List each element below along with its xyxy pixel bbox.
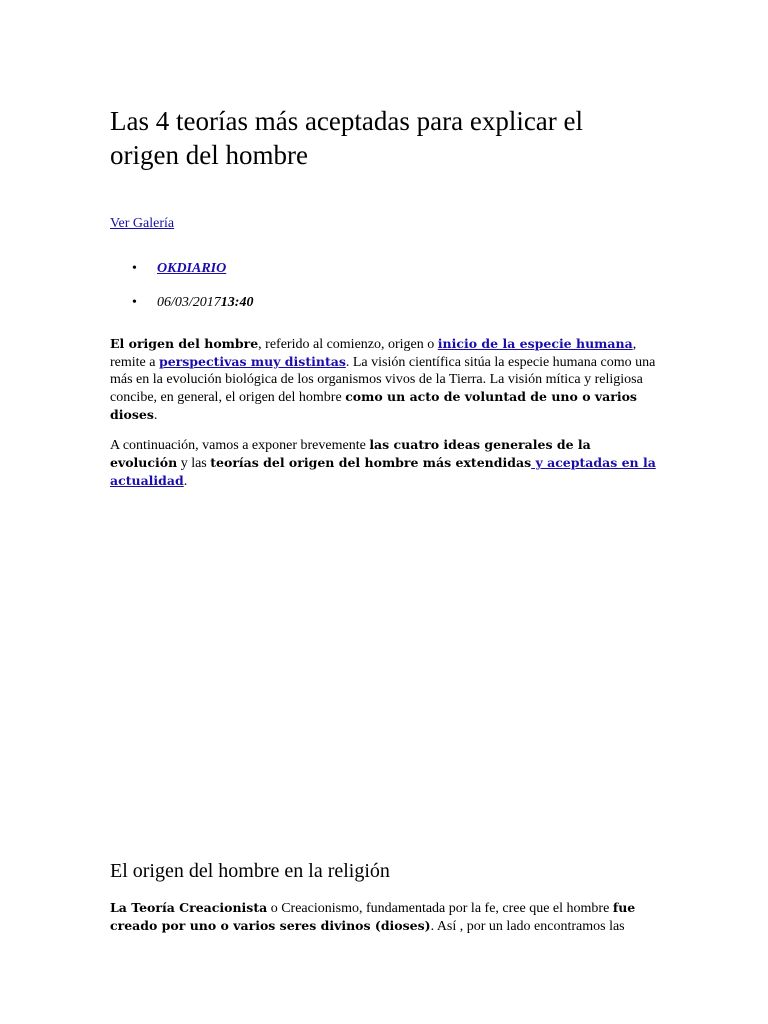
text: . La visión científica sitúa la especie humana como una más en la evolución biológica de los organismos vivos de la Tierra. La visión mítica y religiosa concibe, en general, el origen del hombre — [110, 355, 656, 405]
text: , referido al comienzo, origen o — [258, 337, 438, 352]
source-item — [110, 260, 253, 277]
text: , remite a — [110, 337, 637, 370]
date-item — [110, 294, 253, 311]
intro-paragraph — [110, 335, 662, 424]
link-inicio-especie[interactable]: inicio de la especie humana — [437, 336, 633, 351]
text: . — [183, 474, 188, 489]
text: A continuación, vamos a exponer brevemente — [110, 438, 370, 453]
bold-text: teorías del origen del hombre más extendidas — [210, 455, 532, 470]
second-paragraph — [110, 436, 662, 490]
bold-text: fue creado por uno o varios seres divinos (dioses) — [110, 900, 636, 933]
gallery-link[interactable]: Ver Galería — [110, 216, 175, 231]
link-aceptadas[interactable]: y aceptadas en la actualidad — [110, 455, 656, 488]
page-title: Las 4 teorías más aceptadas para explicar el origen del hombre — [110, 106, 584, 170]
time: 13:40 — [220, 295, 254, 310]
source-link[interactable]: OKDIARIO — [157, 261, 227, 276]
text: . Así , por un lado encontramos las — [430, 919, 625, 934]
bold-text: como un acto de voluntad de uno o varios dioses — [110, 389, 637, 422]
bold-text: El origen del hombre — [110, 336, 259, 351]
text: y las — [177, 456, 211, 471]
bold-text: La Teoría Creacionista — [110, 900, 268, 915]
bold-text: las cuatro ideas generales de la evolución — [110, 437, 591, 470]
text: o Creacionismo, fundamentada por la fe, cree que el hombre — [267, 901, 613, 916]
link-perspectivas[interactable]: perspectivas muy distintas — [158, 354, 346, 369]
article-meta-list — [110, 260, 253, 311]
text: . — [153, 408, 158, 423]
religion-paragraph — [110, 899, 662, 935]
section-heading: El origen del hombre en la religión — [110, 860, 390, 882]
date: 06/03/2017 — [157, 295, 221, 310]
